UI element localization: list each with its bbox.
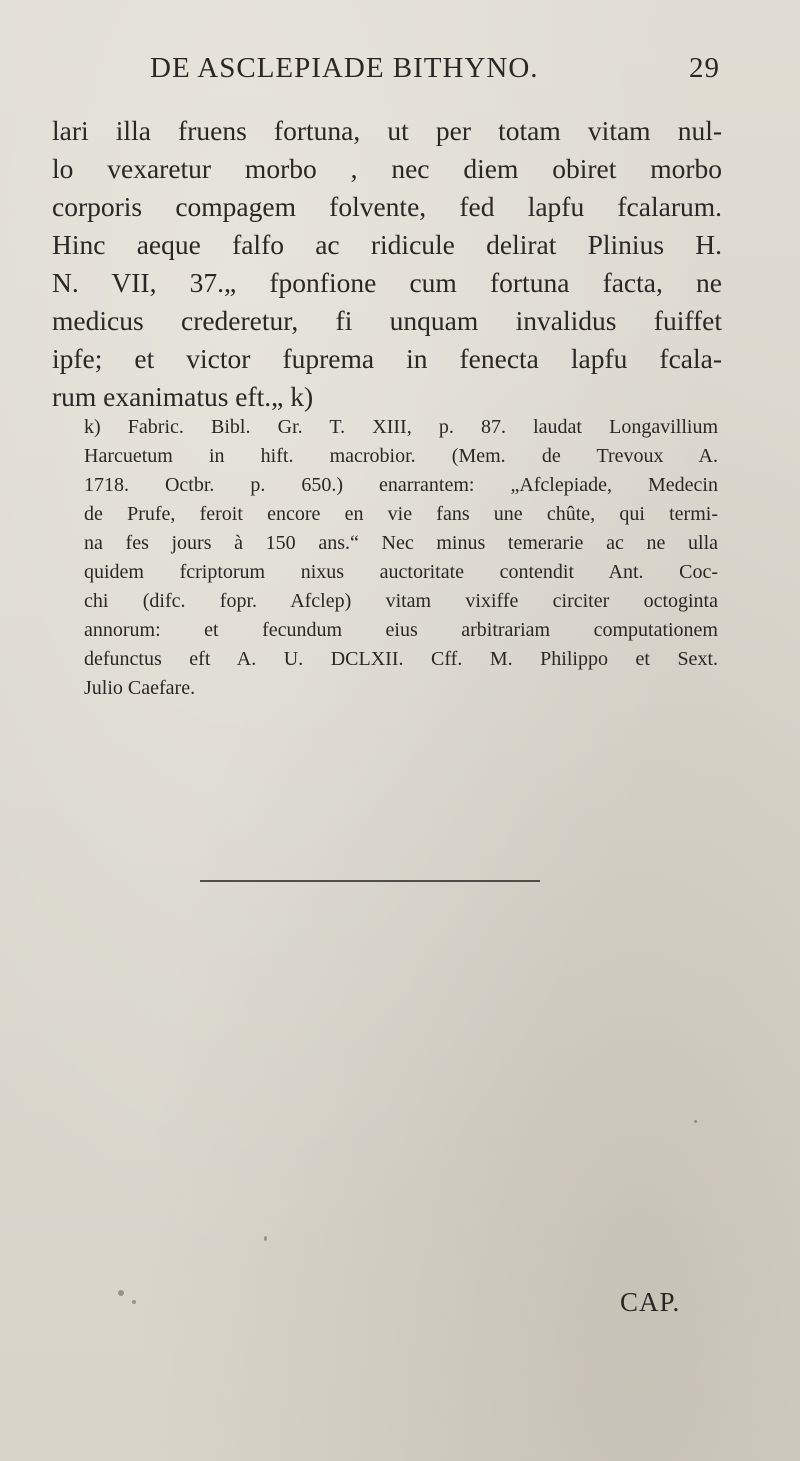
paper-speck — [264, 1236, 267, 1241]
footnote-line: defunctus eft A. U. DCLXII. Cff. M. Philippo et Sext. — [84, 648, 718, 670]
body-line: corporis compagem folvente, fed lapfu fcalarum. — [52, 191, 722, 222]
body-line: lo vexaretur morbo , nec diem obiret morbo — [52, 153, 722, 184]
running-head: DE ASCLEPIADE BITHYNO. — [150, 52, 539, 84]
footnote-line: chi (difc. fopr. Afclep) vitam vixiffe circiter octoginta — [84, 590, 718, 612]
body-line: ipfe; et victor fuprema in fenecta lapfu fcala- — [52, 343, 722, 374]
paper-speck — [118, 1290, 124, 1296]
page-header — [150, 52, 720, 92]
paper-speck — [132, 1300, 136, 1304]
body-line: rum exanimatus eft.„ k) — [52, 381, 314, 412]
footnote-line: annorum: et fecundum eius arbitrariam computationem — [84, 619, 718, 641]
body-line: N. VII, 37.„ fponfione cum fortuna facta, ne — [52, 267, 722, 298]
paper-speck — [694, 1120, 697, 1123]
footnote-line: Harcuetum in hift. macrobior. (Mem. de Trevoux A. — [84, 445, 718, 467]
footnote-line: na fes jours à 150 ans.“ Nec minus temerarie ac ne ulla — [84, 532, 718, 554]
footnote-line: Julio Caefare. — [84, 677, 196, 699]
body-line: Hinc aeque falfo ac ridicule delirat Plinius H. — [52, 229, 722, 260]
footnote-block — [52, 413, 718, 703]
footnote-line: quidem fcriptorum nixus auctoritate contendit Ant. Coc- — [84, 561, 718, 583]
section-rule — [200, 880, 540, 882]
page-number: 29 — [689, 52, 720, 84]
footnote-line: de Prufe, feroit encore en vie fans une chûte, qui termi- — [84, 503, 718, 525]
body-line: lari illa fruens fortuna, ut per totam vitam nul- — [52, 115, 722, 146]
body-line: medicus crederetur, fi unquam invalidus fuiffet — [52, 305, 722, 336]
catchword: CAP. — [620, 1287, 681, 1317]
main-text-block — [52, 112, 722, 416]
footnote-line: 1718. Octbr. p. 650.) enarrantem: „Afclepiade, Medecin — [84, 474, 718, 496]
footnote-line: k) Fabric. Bibl. Gr. T. XIII, p. 87. laudat Longavillium — [84, 416, 718, 438]
